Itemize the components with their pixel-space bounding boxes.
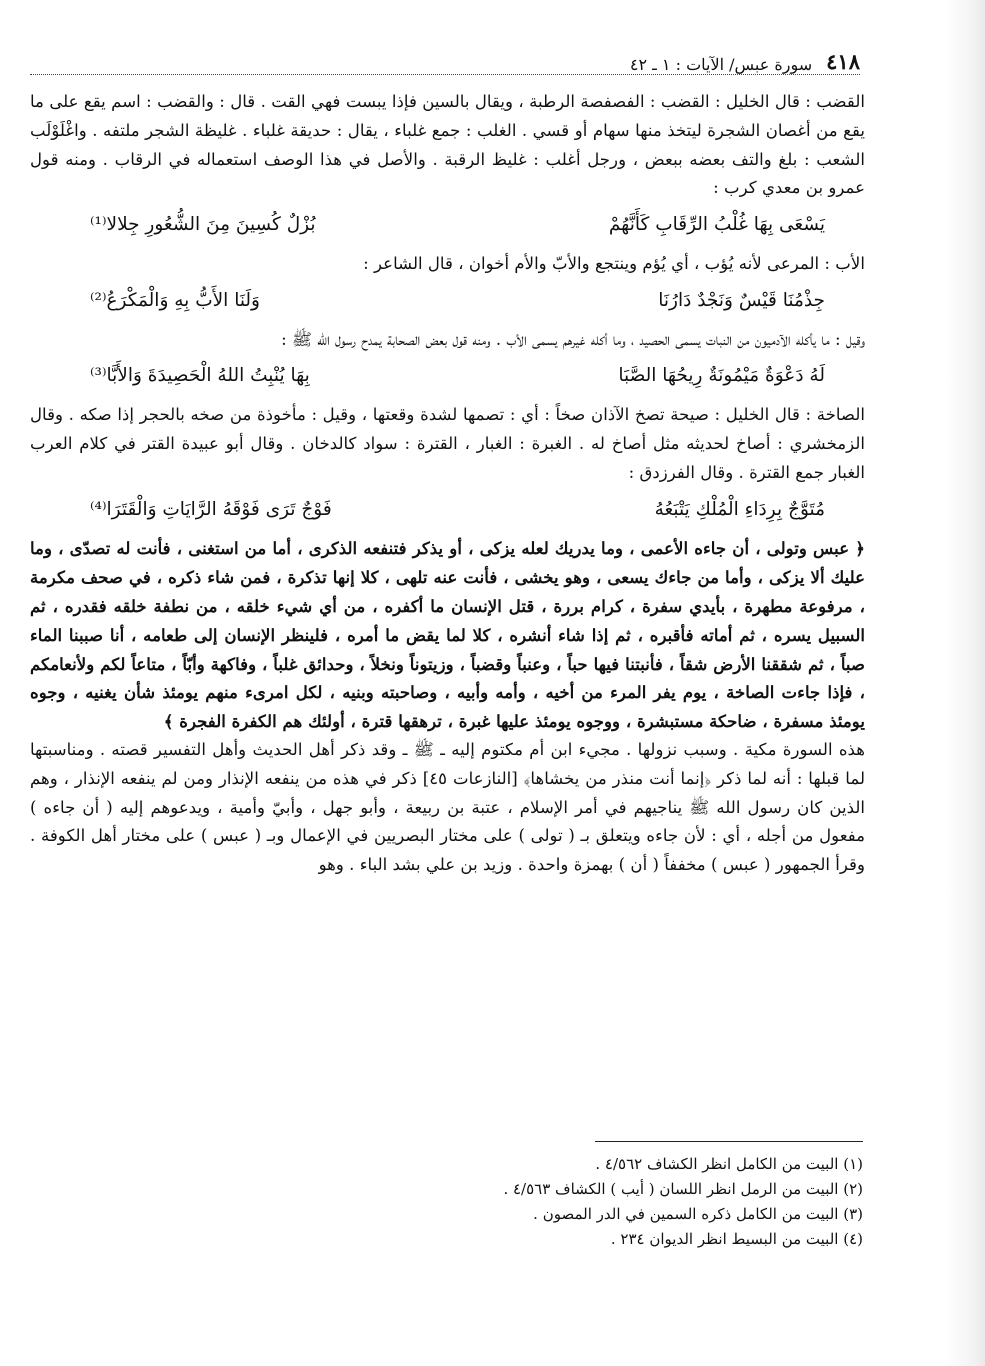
footnote-2: (٢) البيت من الرمل انظر اللسان ( أيب ) الكشاف ٤/٥٦٣ .	[503, 1180, 863, 1198]
verse-1-first-hemistich: يَسْعَى بِهَا غُلْبُ الرِّقَابِ كَأَنَّهُمْ	[608, 214, 825, 236]
verse-4-first-hemistich: مُتَوَّجٌ بِرِدَاءِ الْمُلْكِ يَتْبَعُهُ	[654, 498, 825, 520]
paragraph-commentary: هذه السورة مكية . وسبب نزولها . مجيء ابن أم مكتوم إليه ـ ﷺ ـ وقد ذكر أهل الحديث وأهل التفسير قصته . ومناسبتها لما قبلها : أنه لما ذكر ﴿إنما أنت منذر من يخشاها﴾ [النازعات ٤٥] ذكر في هذه من ينفعه الإنذار ومن لم ينفعه الإنذار ، وهم الذين كان رسول الله ﷺ يناجيهم في أمر الإسلام ، عتبة بن ربيعة ، وأبو جهل ، وأبيّ وأمية ، ويدعوهم إليه ( أن جاءه ) مفعول من أجله ، أي : لأن جاءه ويتعلق بـ ( تولى ) على مختار البصريين في الإعمال وبـ ( عبس ) على مختار أهل الكوفة . وقرأ الجمهور ( عبس ) مخففاً ( أن ) بهمزة واحدة . وزيد بن علي بشد الباء . وهو	[30, 739, 865, 875]
verse-2-second-hemistich: وَلَنَا الأَبُّ بِهِ وَالْمَكْرَعُ⁽²⁾	[90, 289, 260, 311]
paragraph-qadb: القضب : قال الخليل : القضب : الفصفصة الرطبة ، ويقال بالسين فإذا يبست فهي القت . قال : والقضب : اسم يقع على ما يقع من أغصان الشجرة ليتخذ منها سهام أو قسي . الغلب : جمع غلباء ، يقال : حديقة غلباء . غليظة الشجر ملتفه . واغْلَوْلَب الشعب : بلغ والتف بعضه ببعض ، ورجل أغلب : غليظ الرقبة . والأصل في هذا الوصف استعماله في الرقاب . ومنه قول عمرو بن معدي كرب :	[30, 92, 865, 198]
verse-4-second-hemistich: فَوْجٌ تَرَى فَوْقَهُ الرَّايَاتِ وَالْقَتَرَا⁽⁴⁾	[90, 498, 332, 520]
footnotes	[300, 1152, 863, 1252]
footnote-3: (٣) البيت من الكامل ذكره السمين في الدر المصون .	[533, 1205, 863, 1223]
footnote-4: (٤) البيت من البسيط انظر الديوان ٢٣٤ .	[610, 1230, 863, 1248]
quran-passage: ﴿ عبس وتولى ، أن جاءه الأعمى ، وما يدريك لعله يزكى ، أو يذكر فتنفعه الذكرى ، أما من استغنى ، فأنت له تصدّى ، وما عليك ألا يزكى ، وأما من جاءك يسعى ، وهو يخشى ، فأنت عنه تلهى ، كلا إنها تذكرة ، فمن شاء ذكره ، في صحف مكرمة ، مرفوعة مطهرة ، بأيدي سفرة ، كرام بررة ، قتل الإنسان ما أكفره ، من أي شيء خلقه ، من نطفة خلقه فقدره ، ثم السبيل يسره ، ثم أماته فأقبره ، ثم إذا شاء أنشره ، كلا لما يقض ما أمره ، فلينظر الإنسان إلى طعامه ، أنا صببنا الماء صباً ، ثم شققنا الأرض شقاً ، فأنبتنا فيها حباً ، وعنباً وقضباً ، وزيتوناً ونخلاً ، وحدائق غلباً ، وفاكهة وأبّاً ، متاعاً لكم ولأنعامكم ، فإذا جاءت الصاخة ، يوم يفر المرء من أخيه ، وأمه وأبيه ، وصاحبته وبنيه ، لكل امرىء منهم يومئذ شأن يغنيه ، وجوه يومئذ مسفرة ، ضاحكة مستبشرة ، ووجوه يومئذ عليها غبرة ، ترهقها قترة ، أولئك هم الكفرة الفجرة ﴾	[30, 538, 865, 732]
verse-2	[30, 287, 865, 316]
verse-3-second-hemistich: بِهَا يُنْبِتُ اللهُ الْحَصِيدَةَ وَالأَبَّا⁽³⁾	[90, 365, 310, 387]
footnote-separator	[595, 1141, 863, 1142]
verse-4	[30, 496, 865, 525]
paragraph-sakhkha: الصاخة : قال الخليل : صيحة تصخ الآذان صخاً : أي : تصمها لشدة وقعتها ، وقيل : مأخوذة من صخه بالحجر إذا صكه . وقال الزمخشري : أصاخ لحديثه مثل أصاخ له . الغبرة : الغبار ، القترة : سواد كالدخان . وقال أبو عبيدة القتر في كلام العرب الغبار جمع القترة . وقال الفرزدق :	[30, 405, 865, 482]
paragraph-abb: الأب : المرعى لأنه يُؤب ، أي يُؤم وينتجع والأبّ والأم أخوان ، قال الشاعر :	[363, 253, 865, 273]
main-text	[30, 88, 865, 880]
verse-3	[30, 362, 865, 391]
running-header	[30, 44, 860, 75]
verse-2-first-hemistich: جِذْمُنَا قَيْسٌ وَنَجْدٌ دَارُنَا	[658, 289, 825, 311]
page-gutter-shadow	[945, 0, 985, 1366]
header-title: سورة عبس/ الآيات : ١ ـ ٤٢	[629, 55, 813, 74]
verse-1-second-hemistich: بُزْلٌ كُسِينَ مِنَ الشُّعُورِ جِلالا⁽¹⁾	[90, 214, 316, 236]
verse-3-first-hemistich: لَهُ دَعْوَةٌ مَيْمُونَةٌ رِيحُهَا الصَّبَا	[618, 365, 825, 387]
paragraph-qila: وقيل : ما يأكله الآدميون من النبات يسمى الحصيد ، وما أكله غيرهم يسمى الأب . ومنه قول بعض الصحابة يمدح رسول الله ﷺ :	[281, 329, 865, 349]
footnote-1: (١) البيت من الكامل انظر الكشاف ٤/٥٦٢ .	[595, 1155, 863, 1173]
verse-1	[30, 211, 865, 240]
page-number: ٤١٨	[826, 49, 860, 74]
